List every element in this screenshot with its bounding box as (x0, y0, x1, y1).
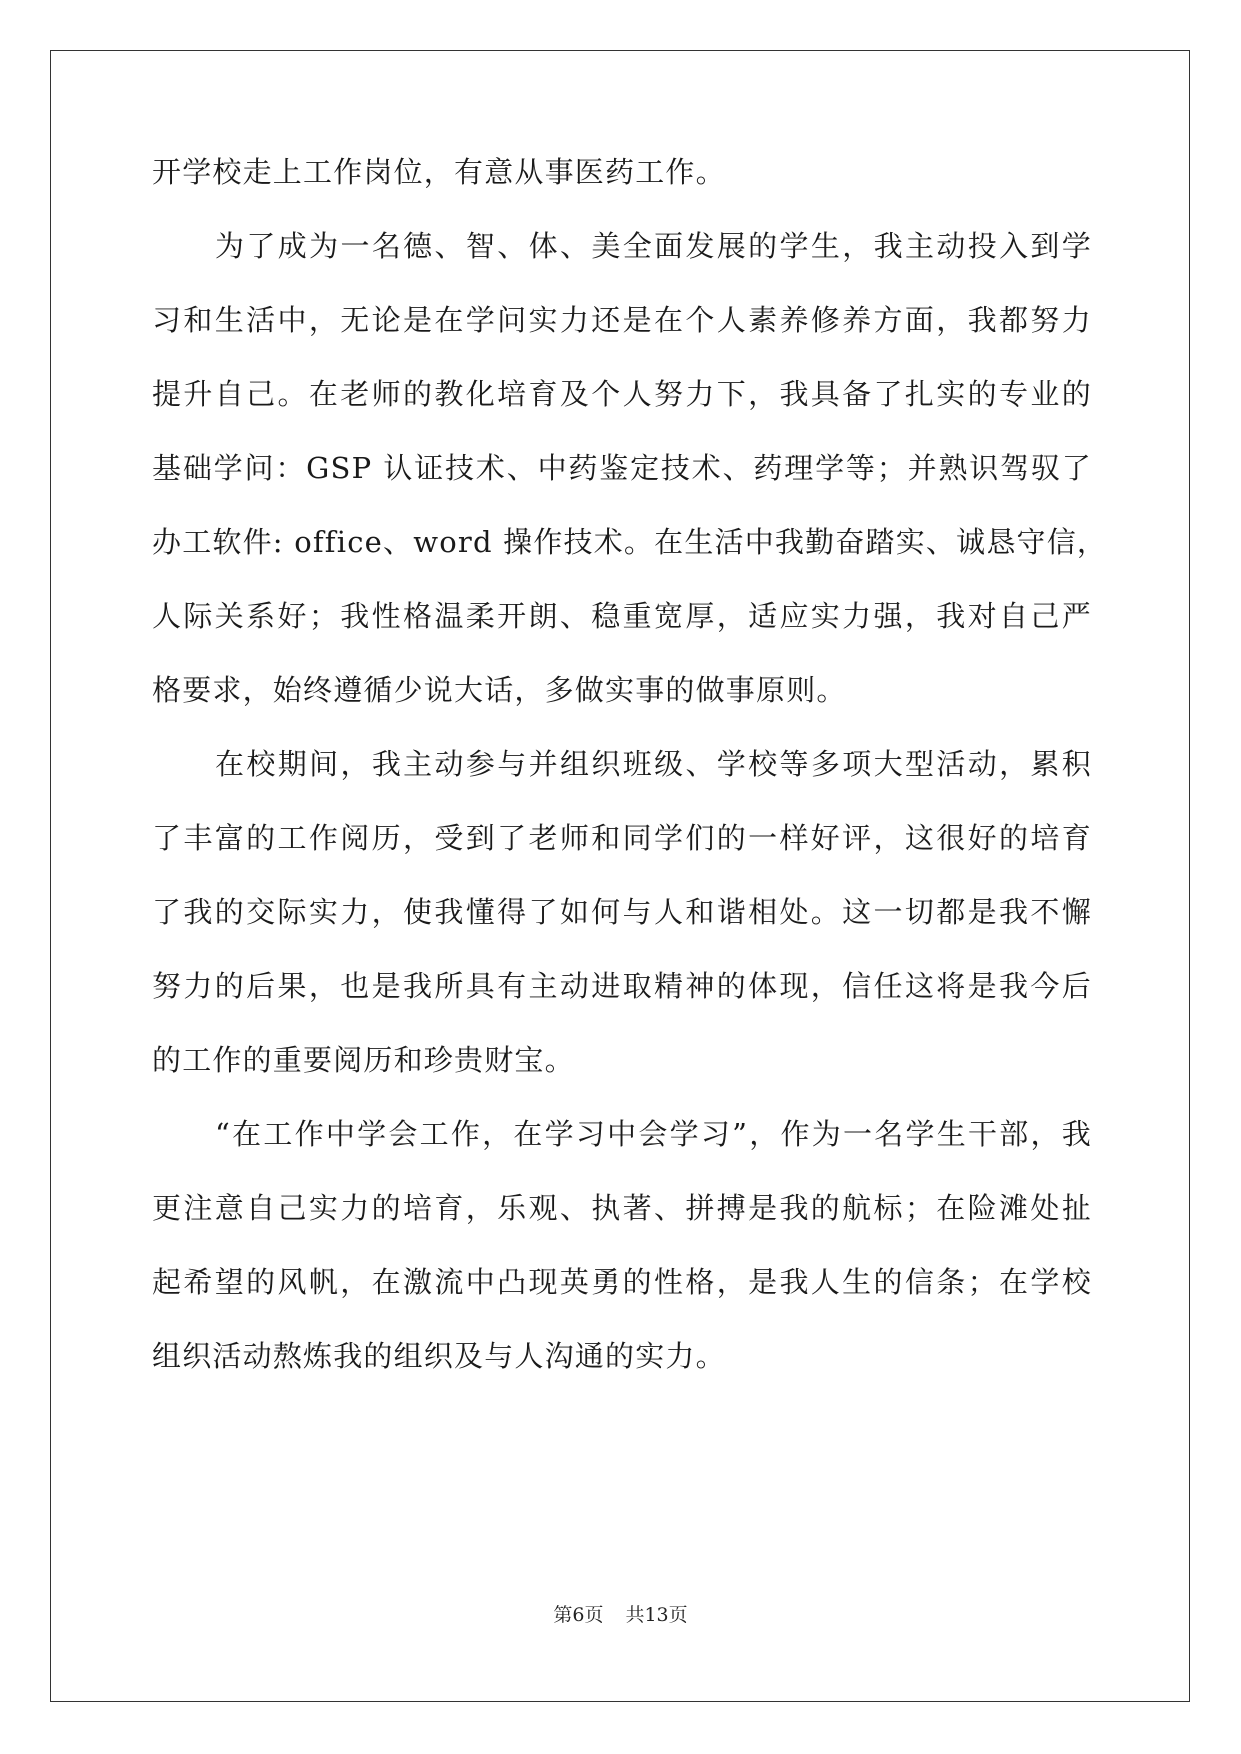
text-line: 组织活动熬炼我的组织及与人沟通的实力。 (152, 1339, 726, 1373)
text-line: 开学校走上工作岗位，有意从事医药工作。 (152, 155, 726, 189)
text-line: 人际关系好；我性格温柔开朗、稳重宽厚，适应实力强，我对自己严 (152, 599, 1092, 633)
paragraph-first-line: “在工作中学会工作，在学习中会学习”，作为一名学生干部，我 (215, 1117, 1092, 1151)
text-line: 基础学问：GSP 认证技术、中药鉴定技术、药理学等；并熟识驾驭了 (152, 451, 1092, 485)
page-border (50, 50, 1190, 1702)
page-total: 共13页 (625, 1604, 688, 1626)
text-line: 提升自己。在老师的教化培育及个人努力下，我具备了扎实的专业的 (152, 377, 1092, 411)
text-line: 了丰富的工作阅历，受到了老师和同学们的一样好评，这很好的培育 (152, 821, 1092, 855)
paragraph-first-line: 为了成为一名德、智、体、美全面发展的学生，我主动投入到学 (215, 229, 1092, 263)
text-line: 努力的后果，也是我所具有主动进取精神的体现，信任这将是我今后 (152, 969, 1092, 1003)
page-footer (0, 1600, 1241, 1627)
text-line: 格要求，始终遵循少说大话，多做实事的做事原则。 (152, 673, 847, 707)
paragraph-first-line: 在校期间，我主动参与并组织班级、学校等多项大型活动，累积 (215, 747, 1092, 781)
text-line: 的工作的重要阅历和珍贵财宝。 (152, 1043, 575, 1077)
page-current: 第6页 (553, 1604, 604, 1626)
text-line: 办工软件: office、word 操作技术。在生活中我勤奋踏实、诚恳守信， (152, 525, 1108, 559)
text-line: 更注意自己实力的培育，乐观、执著、拼搏是我的航标；在险滩处扯 (152, 1191, 1092, 1225)
text-line: 习和生活中，无论是在学问实力还是在个人素养修养方面，我都努力 (152, 303, 1092, 337)
text-line: 起希望的风帆，在激流中凸现英勇的性格，是我人生的信条；在学校 (152, 1265, 1092, 1299)
text-line: 了我的交际实力，使我懂得了如何与人和谐相处。这一切都是我不懈 (152, 895, 1092, 929)
